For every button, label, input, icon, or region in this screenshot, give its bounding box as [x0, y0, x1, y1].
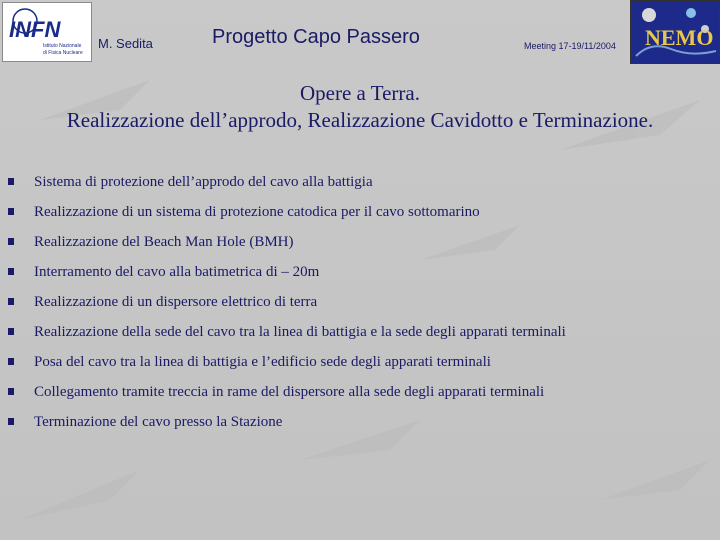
square-bullet-icon — [8, 418, 14, 425]
bullet-text: Realizzazione di un sistema di protezione catodica per il cavo sottomarino — [34, 204, 480, 220]
author-name: M. Sedita — [98, 36, 153, 51]
bullet-text: Posa del cavo tra la linea di battigia e l’edificio sede degli apparati terminali — [34, 354, 491, 370]
list-item — [8, 380, 718, 410]
project-title: Progetto Capo Passero — [212, 26, 420, 48]
square-bullet-icon — [8, 178, 14, 185]
bullet-text: Realizzazione di un dispersore elettrico di terra — [34, 294, 318, 310]
list-item — [8, 200, 718, 230]
square-bullet-icon — [8, 388, 14, 395]
slide-title — [0, 80, 720, 134]
list-item — [8, 230, 718, 260]
title-line-2: Realizzazione dell’approdo, Realizzazione Cavidotto e Terminazione. — [66, 108, 654, 132]
list-item — [8, 170, 718, 200]
nemo-logo-text: NEMO — [645, 25, 714, 50]
square-bullet-icon — [8, 358, 14, 365]
square-bullet-icon — [8, 268, 14, 275]
infn-logo-text: INFN — [9, 17, 61, 42]
square-bullet-icon — [8, 328, 14, 335]
bullet-text: Realizzazione del Beach Man Hole (BMH) — [34, 234, 294, 250]
list-item — [8, 410, 718, 440]
nemo-logo-icon — [631, 1, 719, 63]
bullet-text: Collegamento tramite treccia in rame del dispersore alla sede degli apparati terminali — [34, 384, 545, 400]
meeting-date: Meeting 17-19/11/2004 — [524, 41, 616, 51]
nemo-logo — [630, 0, 720, 64]
bullet-text: Realizzazione della sede del cavo tra la linea di battigia e la sede degli apparati terminali — [34, 324, 566, 340]
square-bullet-icon — [8, 208, 14, 215]
bullet-text: Terminazione del cavo presso la Stazione — [34, 414, 283, 430]
title-line-1: Opere a Terra. — [300, 81, 420, 105]
list-item — [8, 350, 718, 380]
list-item — [8, 290, 718, 320]
infn-logo-subtitle-2: di Fisica Nucleare — [43, 50, 83, 56]
bullet-text: Sistema di protezione dell’approdo del cavo alla battigia — [34, 174, 373, 190]
list-item — [8, 320, 718, 350]
list-item — [8, 260, 718, 290]
square-bullet-icon — [8, 238, 14, 245]
infn-logo-subtitle-1: Istituto Nazionale — [43, 43, 82, 49]
bullet-text: Interramento del cavo alla batimetrica di – 20m — [34, 264, 320, 280]
infn-logo-icon — [3, 3, 91, 61]
slide-header — [0, 0, 720, 64]
square-bullet-icon — [8, 298, 14, 305]
infn-logo — [2, 2, 92, 62]
bullet-list — [8, 170, 718, 440]
